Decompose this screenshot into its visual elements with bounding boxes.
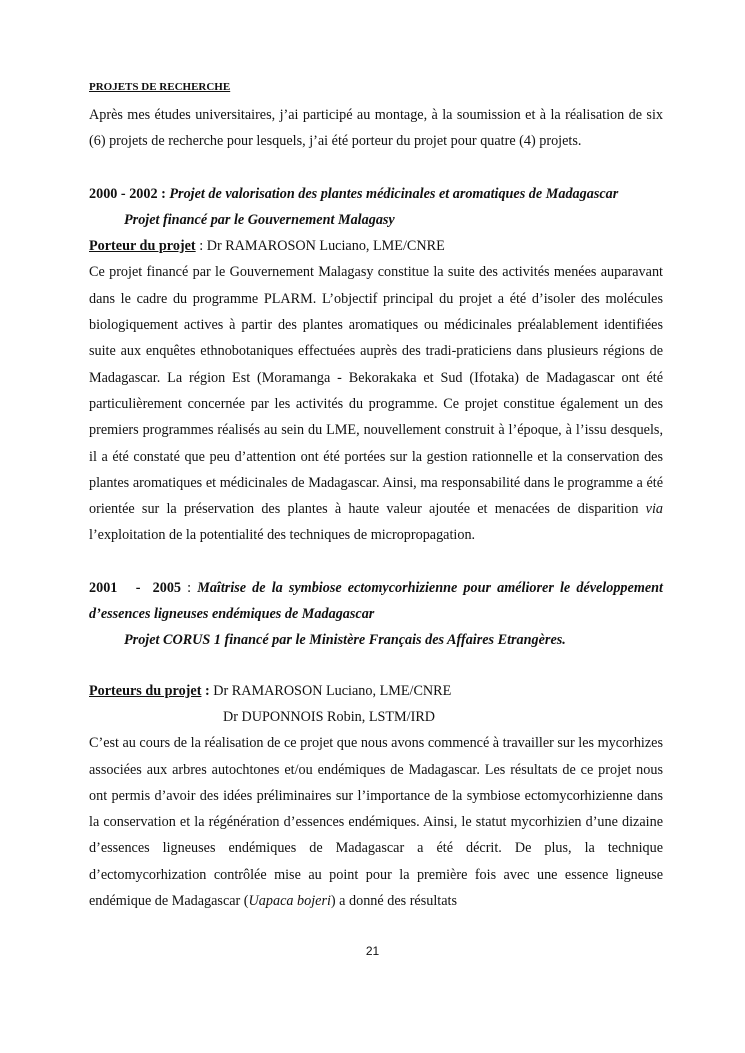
project2-leaders-label: Porteurs du projet [89, 682, 202, 699]
project2-funding: Projet CORUS 1 financé par le Ministère Français des Affaires Etrangères. [124, 632, 566, 649]
project1-funding: Projet financé par le Gouvernement Malagasy [124, 211, 395, 228]
project2-leaders-line [89, 678, 663, 704]
project1-body [89, 259, 663, 548]
project2-years: 2001 - 2005 [89, 579, 182, 596]
project2-funding-line [89, 627, 663, 653]
project2-title: Maîtrise de la symbiose ectomycorhizienne pour améliorer le développement d’essences ligneuses endémiques de Madagascar [89, 579, 663, 623]
page-number: 21 [365, 944, 380, 958]
project2-body [89, 730, 663, 914]
project1-leader-sep: : [195, 238, 207, 255]
project2-leader1: Dr RAMAROSON Luciano, LME/CNRE [213, 682, 452, 699]
project1-years: 2000 - 2002 : [89, 185, 166, 202]
intro-paragraph: Après mes études universitaires, j’ai participé au montage, à la soumission et à la réalisation de six (6) projets de recherche pour lesquels, j’ai été porteur du projet pour quatre (4) projets. [89, 107, 663, 150]
project2-leader2-line [89, 704, 663, 730]
project2-years-sep: : [181, 579, 198, 596]
project1-body-end: l’exploitation de la potentialité des techniques de micropropagation. [89, 527, 476, 544]
project2-leader2: Dr DUPONNOIS Robin, LSTM/IRD [223, 708, 436, 725]
project2-header [89, 575, 663, 628]
project1-header [89, 181, 663, 207]
project1-leader: Dr RAMAROSON Luciano, LME/CNRE [206, 238, 445, 255]
project1-body-italic: via [645, 501, 663, 518]
project1-leader-label: Porteur du projet [89, 238, 196, 255]
document-page [89, 78, 663, 914]
project1-body-text: Ce projet financé par le Gouvernement Malagasy constitue la suite des activités menées auparavant dans le cadre du programme PLARM. L’objectif principal du projet a été d’isoler des molécules biologiquement actives à partir des plantes aromatiques ou médicinales préalablement identifiées suite aux enquêtes ethnobotaniques effectuées auprès des tradi-praticiens dans plusieurs régions de Madagascar. La région Est (Moramanga - Bekorakaka et Sud (Ifotaka) de Madagascar ont été particulièrement concernée par les activités du programme. Ce projet constitue également un des premiers programmes réalisés au sein du LME, nouvellement construit à l’époque, à l’issu desquels, il a été constaté que peu d’attention ont été portées sur la gestion rationnelle et la conservation des plantes aromatiques et médicinales de Madagascar. Ainsi, ma responsabilité dans le programme a été orientée sur la préservation des plantes à haute valeur ajoutée et menacées de disparition [89, 264, 663, 518]
project2-body-text: C’est au cours de la réalisation de ce projet que nous avons commencé à travailler sur les mycorhizes associées aux arbres autochtones et/ou endémiques de Madagascar. Les résultats de ce projet nous ont permis d’avoir des idées préliminaires sur l’importance de la symbiose ectomycorhizienne dans la conservation et la régénération d’essences endémiques. Ainsi, le statut mycorhizien d’une dizaine d’essences ligneuses endémiques de Madagascar a été décrit. De plus, la technique d’ectomycorhization contrôlée mise au point pour la première fois avec une essence ligneuse endémique de Madagascar ( [89, 735, 663, 910]
section-heading: PROJETS DE RECHERCHE [89, 81, 231, 93]
project1-funding-line [89, 207, 663, 233]
project2-body-italic: Uapaca bojeri [248, 893, 331, 910]
project2-body-end: ) a donné des résultats [330, 893, 457, 910]
project2-leaders-sep: : [201, 682, 214, 699]
project1-leader-line [89, 233, 663, 259]
project1-title: Projet de valorisation des plantes médicinales et aromatiques de Madagascar [169, 185, 619, 202]
